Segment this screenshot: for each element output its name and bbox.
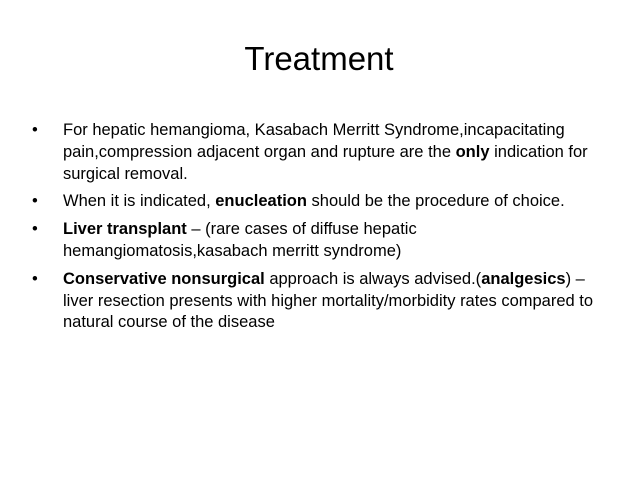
bullet-emphasis: Conservative nonsurgical [63, 269, 265, 288]
bullet-dot-icon: • [32, 121, 38, 139]
bullet-text: When it is indicated, [63, 192, 216, 211]
bullet-item-conservative [32, 269, 602, 334]
bullet-list [32, 120, 602, 340]
bullet-text: indication for surgical removal. [63, 142, 588, 183]
bullet-text: ) – liver resection presents with higher mortality/morbidity rates compared to natural course of the disease [63, 269, 594, 332]
bullet-text: should be the procedure of choice. [306, 192, 565, 211]
slide-title: Treatment [244, 40, 394, 77]
bullet-text: – (rare cases of diffuse hepatic hemangiomatosis,kasabach merritt syndrome) [63, 220, 417, 260]
bullet-text: For hepatic hemangioma, Kasabach Merritt Syndrome,incapacitating pain,compression adjacent organ and rupture are the [63, 121, 565, 161]
bullet-dot-icon: • [32, 192, 38, 211]
bullet-emphasis: only [455, 142, 490, 161]
bullet-item-surgical-indication [32, 120, 602, 185]
bullet-emphasis: Liver transplant [63, 220, 187, 239]
bullet-emphasis: analgesics [481, 269, 566, 288]
bullet-item-liver-transplant [32, 219, 602, 263]
bullet-emphasis: enucleation [215, 192, 307, 211]
bullet-dot-icon: • [32, 220, 38, 239]
bullet-dot-icon: • [32, 269, 38, 288]
bullet-text: approach is always advised.( [264, 269, 482, 288]
bullet-item-enucleation [32, 191, 602, 213]
